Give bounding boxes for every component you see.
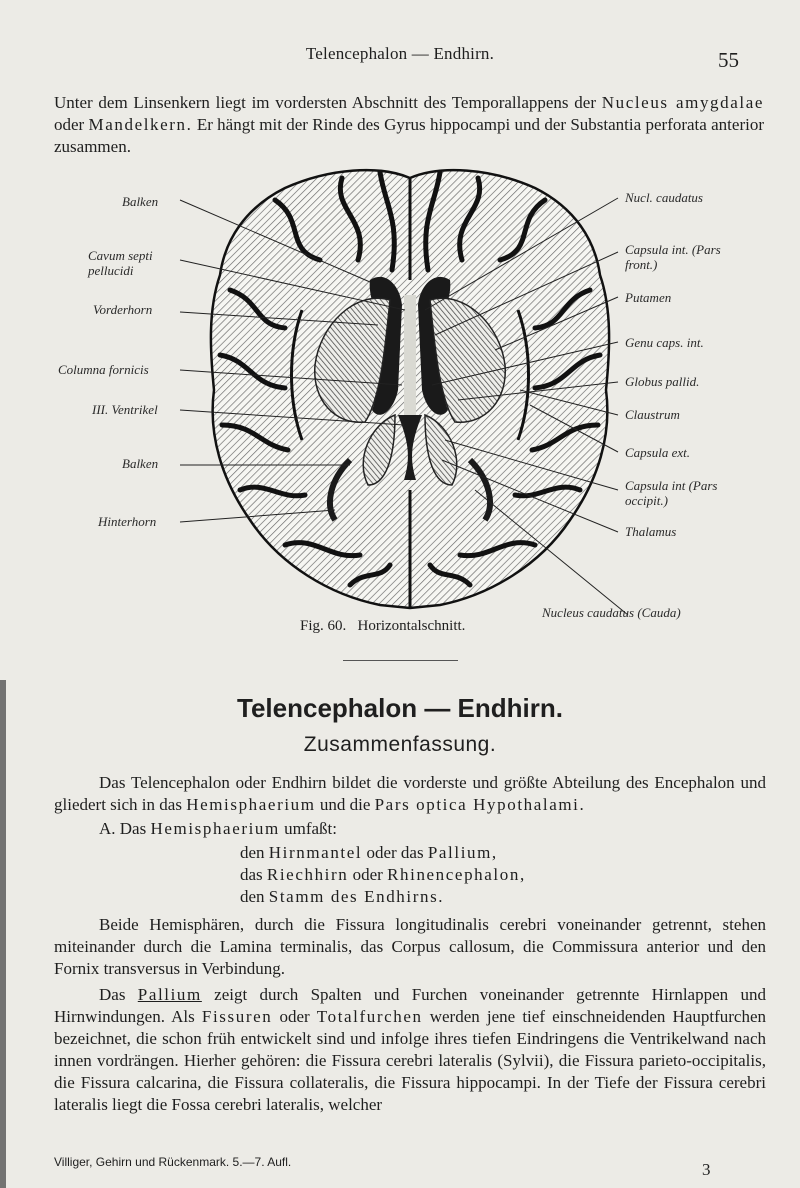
term-mandelkern: Mandelkern. <box>88 115 193 134</box>
label-genu-caps-int: Genu caps. int. <box>625 335 704 350</box>
label-claustrum: Claustrum <box>625 407 680 422</box>
label-thalamus: Thalamus <box>625 524 677 539</box>
term-rhinencephalon: Rhinencephalon, <box>387 865 526 884</box>
label-balken-2: Balken <box>122 456 159 471</box>
label-globus-pallid: Globus pallid. <box>625 374 700 389</box>
signature-mark: 3 <box>702 1160 711 1179</box>
running-header: Telencephalon — Endhirn. <box>305 44 495 63</box>
section-divider <box>343 660 458 661</box>
label-vorderhorn: Vorderhorn <box>93 302 153 317</box>
label-capsula-int-front: Capsula int. (Pars front.) <box>625 242 721 272</box>
paragraph-text: umfaßt: <box>279 819 337 838</box>
term-nucleus-amygdalae: Nucleus amygdalae <box>601 93 764 112</box>
term-hemisphaerium: Hemisphaerium <box>150 819 280 838</box>
list-text: das <box>240 865 267 884</box>
label-cavum-septi: Cavum septi pellucidi <box>88 248 153 278</box>
label-iii-ventrikel: III. Ventrikel <box>92 402 158 417</box>
label-hinterhorn: Hinterhorn <box>98 514 157 529</box>
term-hemisphaerium: Hemisphaerium <box>186 795 316 814</box>
section-title: Telencephalon — Endhirn. <box>237 693 563 723</box>
intro-text: Er hängt mit der Rinde des Gyrus hippocampi und der Substantia perforata anterior zusammen. <box>54 115 764 156</box>
term-hirnmantel: Hirnmantel <box>268 843 363 862</box>
paragraph-pallium <box>54 984 766 1116</box>
intro-paragraph <box>54 92 764 158</box>
intro-text: Unter dem Linsenkern liegt im vordersten Abschnitt des Temporallappens der <box>54 93 602 112</box>
paragraph-text: Das <box>99 985 138 1004</box>
term-riechhirn: Riechhirn <box>266 865 349 884</box>
page-number: 55 <box>718 48 739 72</box>
list-item <box>240 864 526 886</box>
label-nucl-caudatus: Nucl. caudatus <box>625 190 703 205</box>
term-stamm-des-endhirns: Stamm des Endhirns. <box>268 887 445 906</box>
footer-citation: Villiger, Gehirn und Rückenmark. 5.—7. Aufl. <box>54 1155 292 1169</box>
label-capsula-int-occipit: Capsula int (Pars occipit.) <box>625 478 718 508</box>
label-nucleus-caudatus-cauda: Nucleus caudatus (Cauda) <box>542 605 681 620</box>
figure-caption: Fig. 60. Horizontalschnitt. <box>300 618 466 634</box>
section-subtitle: Zusammenfassung. <box>303 733 497 756</box>
paragraph-telencephalon <box>54 772 766 816</box>
list-text: den <box>240 843 269 862</box>
paragraph-text: und die <box>315 795 375 814</box>
label-capsula-ext: Capsula ext. <box>625 445 690 460</box>
label-columna-fornicis: Columna fornicis <box>58 362 149 377</box>
paragraph-text: Das Telencephalon oder Endhirn bildet die vorderste und größte Abteilung des Encephalon und gliedert sich in das <box>54 773 766 814</box>
paragraph-text: A. Das <box>99 819 151 838</box>
hemisphaerium-list <box>240 842 526 908</box>
term-pallium: Pallium, <box>427 843 498 862</box>
intro-text: oder <box>54 115 89 134</box>
list-text: den <box>240 887 269 906</box>
list-text: oder das <box>362 843 428 862</box>
paragraph-hemispheres: Beide Hemisphären, durch die Fissura longitudinalis cerebri voneinander getrennt, stehen miteinander durch die Lamina terminalis, das Corpus callosum, die Commissura anterior und den Fornix transversus in Verbindung. <box>54 915 766 978</box>
label-balken: Balken <box>122 194 159 209</box>
term-totalfurchen: Totalfurchen <box>316 1007 423 1026</box>
list-text: oder <box>348 865 388 884</box>
list-item <box>240 886 526 908</box>
term-pallium: Pallium <box>137 985 202 1004</box>
figure-60 <box>58 160 740 660</box>
term-pars-optica: Pars optica Hypothalami. <box>374 795 586 814</box>
paragraph-text: werden jene tief einschneidenden Hauptfurchen bezeichnet, die schon früh entwickelt sind und infolge ihres tiefen Eindringens die Ventrikelwand nach innen vordrängen. Hierher gehören: die Fissura cerebri lateralis (Sylvii), die Fissura parieto-occipitalis, die Fissura calcarina, die Fissura collateralis, die Fissura hippocampi. In der Tiefe der Fissura cerebri lateralis liegt die Fossa cerebri lateralis, welcher <box>54 1007 766 1114</box>
term-fissuren: Fissuren <box>201 1007 273 1026</box>
list-item <box>240 842 526 864</box>
paragraph-hemisphaerium <box>54 818 766 840</box>
label-putamen: Putamen <box>625 290 672 305</box>
paragraph-text: zeigt durch Spalten und Furchen voneinander getrennte Hirnlappen und Hirnwindungen. Als <box>54 985 766 1026</box>
paragraph-text: oder <box>272 1007 317 1026</box>
